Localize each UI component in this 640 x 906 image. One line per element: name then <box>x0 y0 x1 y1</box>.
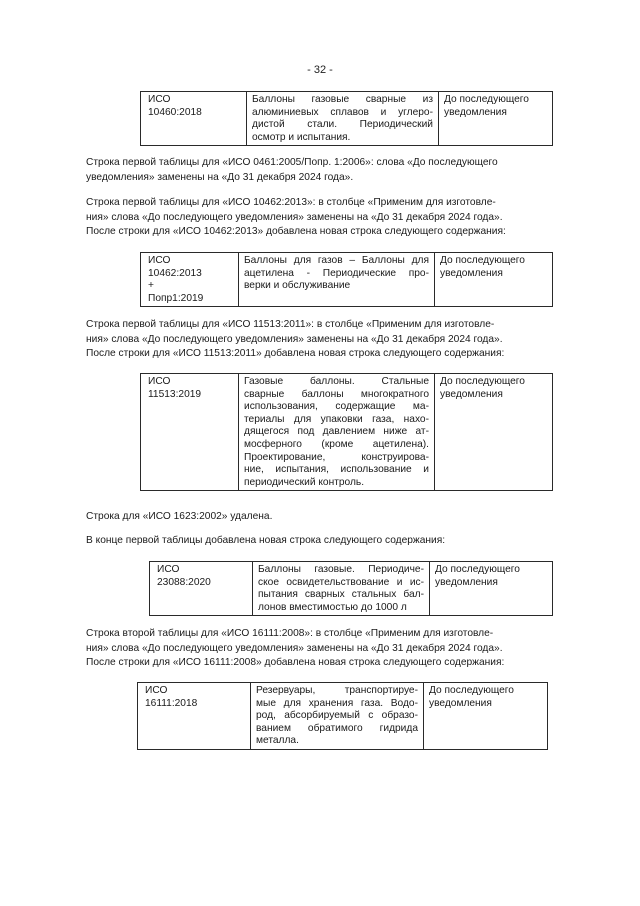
standard-code-cell: ИСО 23088:2020 <box>150 562 253 616</box>
standard-table-row <box>140 91 553 146</box>
validity-cell: До последующего уведомления <box>439 92 553 146</box>
validity-cell: До последующего уведомления <box>435 253 553 307</box>
standard-table-row <box>149 561 553 616</box>
standard-table-row <box>140 373 553 491</box>
paragraph: Строка второй таблицы для «ИСО 16111:2008»: в столбце «Применим для изготовле- ния» слова «До последующего уведомления» заменены на «До 31 декабря 2024 года». После строки для «ИСО 16111:2008» добавлена новая строка следующего содержания: <box>86 628 505 669</box>
standard-title-cell: Баллоны газовые. Периодиче- ское освидетельствование и ис- пытания сварных стальных бал- лонов вместимостью до 1000 л <box>253 562 430 616</box>
standard-code-cell: ИСО 10460:2018 <box>141 92 247 146</box>
standard-title-cell: Баллоны газовые сварные из алюминиевых сплавов и углеро- дистой стали. Периодический осмотр и испытания. <box>247 92 439 146</box>
standard-title-cell: Баллоны для газов – Баллоны для ацетилена - Периодические про- верки и обслуживание <box>239 253 435 307</box>
validity-cell: До последующего уведомления <box>424 683 548 750</box>
paragraph: Строка первой таблицы для «ИСО 11513:2011»: в столбце «Применим для изготовле- ния» слова «До последующего уведомления» заменены на «До 31 декабря 2024 года». После строки для «ИСО 11513:2011» добавлена новая строка следующего содержания: <box>86 319 505 360</box>
standard-title-cell: Газовые баллоны. Стальные сварные баллоны многократного использования, содержащие ма- териалы для упаковки газа, нахо- дящегося под давлением ниже ат- мосферного (кроме ацетилена). Проектирование, конструирова- ние, испытания, использование и периодический контроль. <box>239 374 435 491</box>
standard-code-cell: ИСО 16111:2018 <box>138 683 251 750</box>
validity-cell: До последующего уведомления <box>430 562 553 616</box>
validity-cell: До последующего уведомления <box>435 374 553 491</box>
paragraph: Строка первой таблицы для «ИСО 0461:2005/Попр. 1:2006»: слова «До последующего уведомления» заменены на «До 31 декабря 2024 года». <box>86 157 498 183</box>
paragraph: В конце первой таблицы добавлена новая строка следующего содержания: <box>86 535 446 546</box>
standard-title-cell: Резервуары, транспортируе- мые для хранения газа. Водо- род, абсорбируемый с образо- ванием обратимого гидрида металла. <box>251 683 424 750</box>
standard-table-row <box>137 682 548 750</box>
paragraph: Строка для «ИСО 1623:2002» удалена. <box>86 511 273 522</box>
standard-code-cell: ИСО 10462:2013 + Попр1:2019 <box>141 253 239 307</box>
page-number: - 32 - <box>307 64 333 76</box>
standard-code-cell: ИСО 11513:2019 <box>141 374 239 491</box>
paragraph: Строка первой таблицы для «ИСО 10462:2013»: в столбце «Применим для изготовле- ния» слова «До последующего уведомления» заменены на «До 31 декабря 2024 года». После строки для «ИСО 10462:2013» добавлена новая строка следующего содержания: <box>86 197 506 238</box>
standard-table-row <box>140 252 553 307</box>
